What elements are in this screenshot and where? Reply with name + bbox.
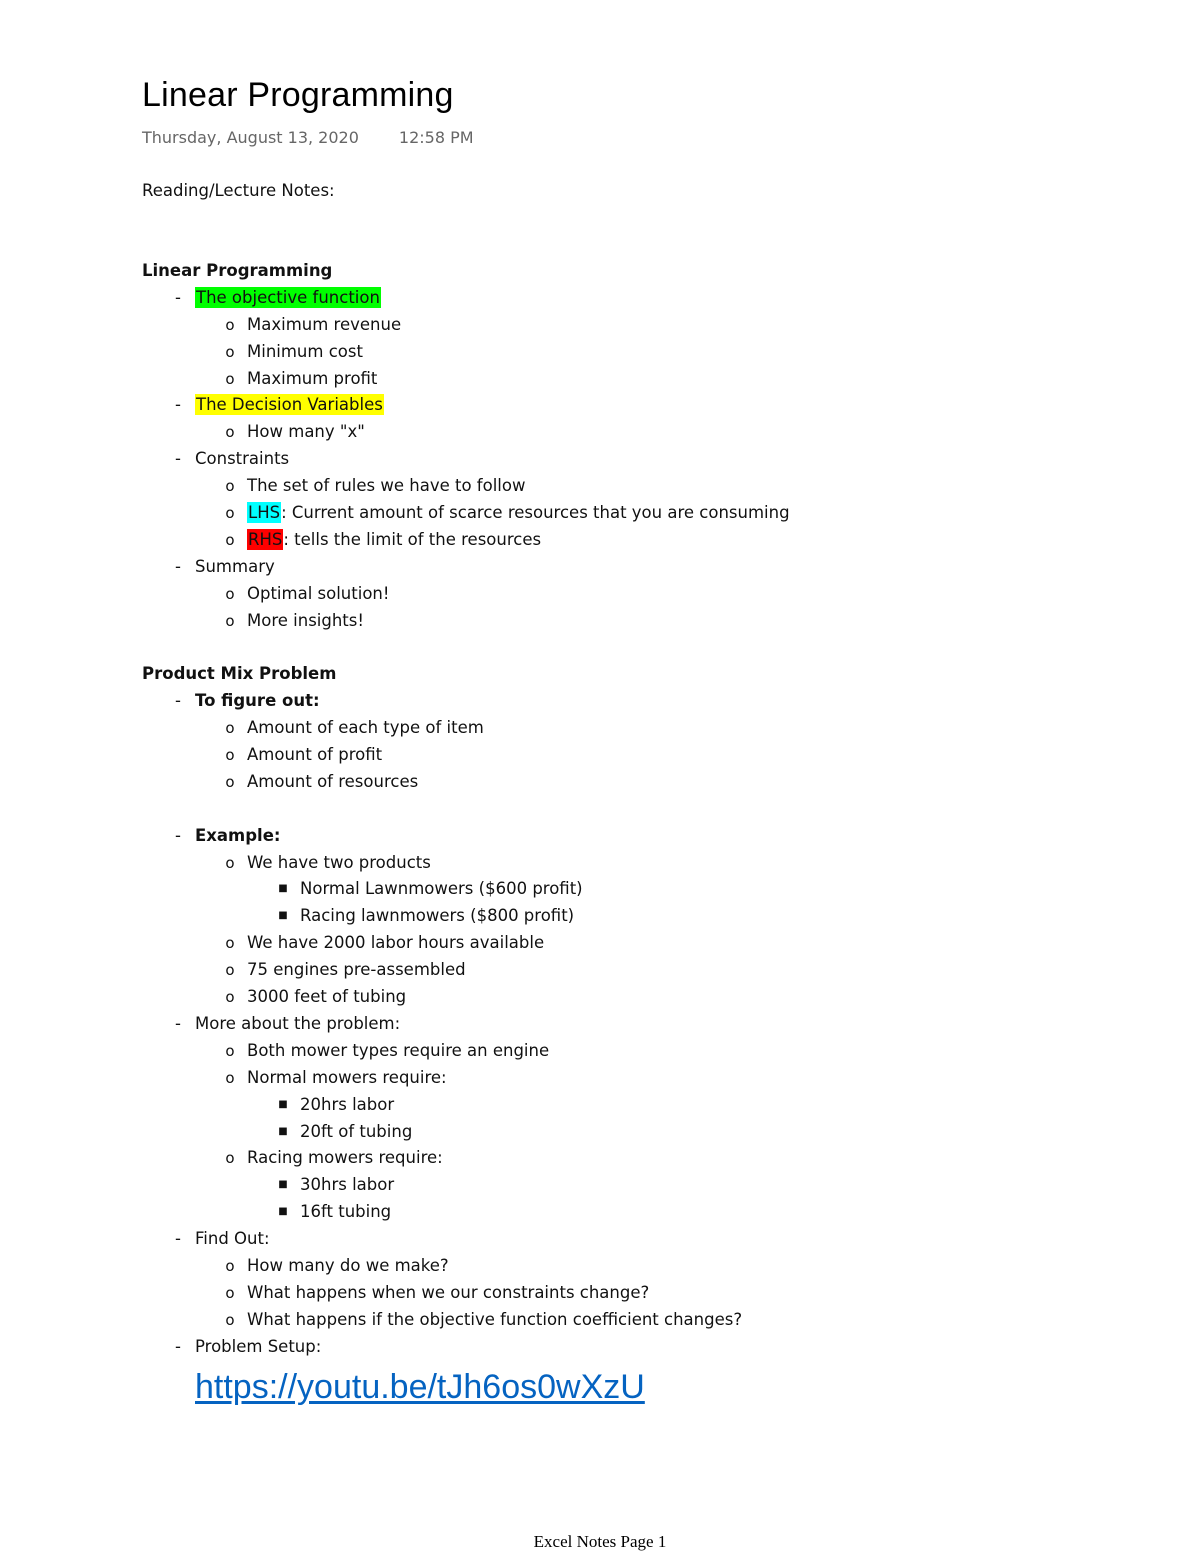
circle-bullet-icon: o: [225, 611, 235, 630]
list-item: ■ 20hrs labor: [142, 1092, 1042, 1119]
circle-bullet-icon: o: [225, 719, 235, 738]
list-item: o Maximum profit: [142, 366, 1042, 393]
square-bullet-icon: ■: [278, 1098, 288, 1110]
list-item: o We have two products: [142, 850, 1042, 877]
circle-bullet-icon: o: [225, 1041, 235, 1060]
dash-bullet-icon: -: [175, 691, 181, 711]
circle-bullet-icon: o: [225, 315, 235, 334]
list-item: o How many do we make?: [142, 1253, 1042, 1280]
list-item: ■ Normal Lawnmowers ($600 profit): [142, 876, 1042, 903]
dash-bullet-icon: -: [175, 825, 181, 845]
square-bullet-icon: ■: [278, 910, 288, 922]
lhs-highlight: LHS: [248, 503, 281, 523]
list-item: o More insights!: [142, 608, 1042, 635]
circle-bullet-icon: o: [225, 1310, 235, 1329]
list-item: - Constraints: [142, 446, 1042, 473]
list-item: o 3000 feet of tubing: [142, 984, 1042, 1011]
square-bullet-icon: ■: [278, 1125, 288, 1137]
square-bullet-icon: ■: [278, 1179, 288, 1191]
circle-bullet-icon: o: [225, 772, 235, 791]
circle-bullet-icon: o: [225, 1068, 235, 1087]
list-item: o The set of rules we have to follow: [142, 473, 1042, 500]
circle-bullet-icon: o: [225, 477, 235, 496]
circle-bullet-icon: o: [225, 584, 235, 603]
square-bullet-icon: ■: [278, 1206, 288, 1218]
list-item: o Maximum revenue: [142, 312, 1042, 339]
list-item: - Example:: [142, 823, 1042, 850]
circle-bullet-icon: o: [225, 934, 235, 953]
list-item: o Both mower types require an engine: [142, 1038, 1042, 1065]
page-meta: [142, 128, 474, 147]
circle-bullet-icon: o: [225, 423, 235, 442]
problem-setup-link[interactable]: https://youtu.be/tJh6os0wXzU: [195, 1367, 645, 1406]
list-item: [142, 1361, 1042, 1413]
circle-bullet-icon: o: [225, 961, 235, 980]
list-item: ■ 30hrs labor: [142, 1172, 1042, 1199]
circle-bullet-icon: o: [225, 1256, 235, 1275]
circle-bullet-icon: o: [225, 342, 235, 361]
circle-bullet-icon: o: [225, 853, 235, 872]
page-footer: Excel Notes Page 1: [533, 1532, 667, 1551]
circle-bullet-icon: o: [225, 988, 235, 1007]
list-item: o 75 engines pre-assembled: [142, 957, 1042, 984]
dash-bullet-icon: -: [175, 395, 181, 415]
page-time: 12:58 PM: [398, 128, 474, 147]
page-title: Linear Programming: [142, 76, 454, 114]
list-item: o Minimum cost: [142, 339, 1042, 366]
list-item: o We have 2000 labor hours available: [142, 930, 1042, 957]
list-item: - Problem Setup:: [142, 1334, 1042, 1361]
rhs-highlight: RHS: [248, 529, 283, 549]
circle-bullet-icon: o: [225, 369, 235, 388]
list-item: o Racing mowers require:: [142, 1145, 1042, 1172]
list-item: [142, 285, 1042, 312]
circle-bullet-icon: o: [225, 504, 235, 523]
dash-bullet-icon: -: [175, 287, 181, 307]
list-item: - Summary: [142, 554, 1042, 581]
list-item: o What happens when we our constraints change?: [142, 1280, 1042, 1307]
list-item: o Optimal solution!: [142, 581, 1042, 608]
notes-outline: [142, 258, 1042, 1413]
list-item: ■ 20ft of tubing: [142, 1119, 1042, 1146]
circle-bullet-icon: o: [225, 746, 235, 765]
section-heading-linear-programming: Linear Programming: [142, 261, 333, 280]
circle-bullet-icon: o: [225, 1149, 235, 1168]
objective-function-highlight: The objective function: [196, 287, 380, 307]
list-item: o What happens if the objective function coefficient changes?: [142, 1307, 1042, 1334]
list-item: o Amount of each type of item: [142, 715, 1042, 742]
section-heading-product-mix: Product Mix Problem: [142, 664, 337, 684]
list-item: o Normal mowers require:: [142, 1065, 1042, 1092]
list-item: ■ Racing lawnmowers ($800 profit): [142, 903, 1042, 930]
list-item: o How many "x": [142, 419, 1042, 446]
dash-bullet-icon: -: [175, 1336, 181, 1356]
list-item: - To figure out:: [142, 688, 1042, 715]
list-item: ■ 16ft tubing: [142, 1199, 1042, 1226]
decision-variables-highlight: The Decision Variables: [196, 395, 383, 415]
list-item: o RHS: tells the limit of the resources: [142, 527, 1042, 554]
list-item: [142, 392, 1042, 419]
list-item: o LHS: Current amount of scarce resources that you are consuming: [142, 500, 1042, 527]
page-date: Thursday, August 13, 2020: [142, 128, 359, 147]
dash-bullet-icon: -: [175, 449, 181, 469]
list-item: - More about the problem:: [142, 1011, 1042, 1038]
spacer: [142, 796, 1042, 823]
dash-bullet-icon: -: [175, 556, 181, 576]
dash-bullet-icon: -: [175, 1229, 181, 1249]
intro-label: Reading/Lecture Notes:: [142, 181, 335, 200]
circle-bullet-icon: o: [225, 1283, 235, 1302]
list-item: o Amount of profit: [142, 742, 1042, 769]
spacer: [142, 634, 1042, 661]
list-item: - Find Out:: [142, 1226, 1042, 1253]
square-bullet-icon: ■: [278, 883, 288, 895]
circle-bullet-icon: o: [225, 530, 235, 549]
dash-bullet-icon: -: [175, 1013, 181, 1033]
list-item: o Amount of resources: [142, 769, 1042, 796]
